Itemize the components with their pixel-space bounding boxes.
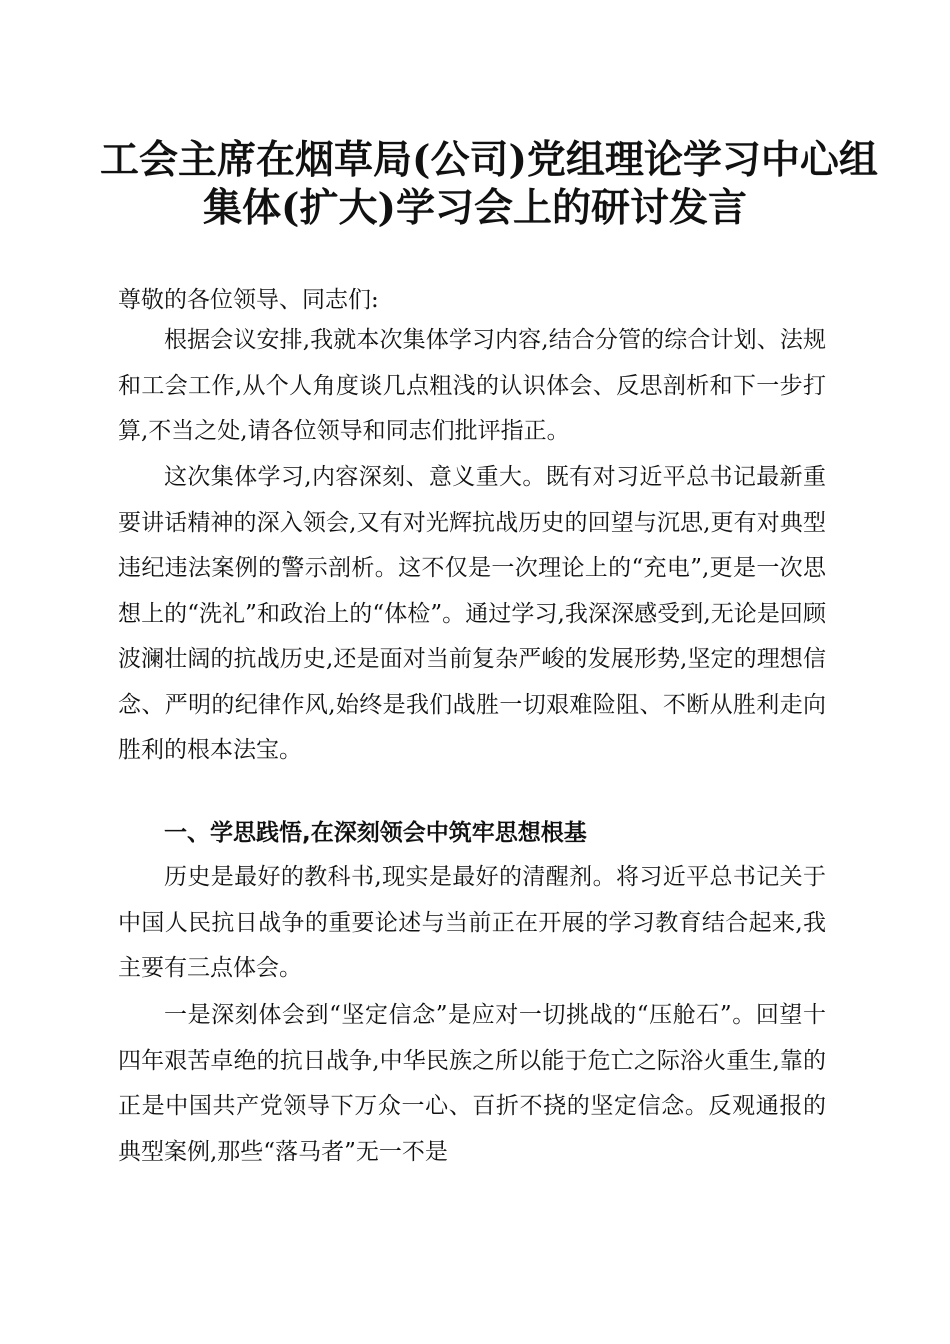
- document-title-line-1: 工会主席在烟草局(公司)党组理论学习中心组: [100, 137, 878, 183]
- paragraph-learning-summary: 这次集体学习,内容深刻、意义重大。既有对习近平总书记最新重要讲话精神的深入领会,又有对光辉抗战历史的回望与沉思,更有对典型违纪违法案例的警示剖析。这不仅是一次理论上的“充电”,更是一次思想上的“洗礼”和政治上的“体检”。通过学习,我深深感受到,无论是回顾波澜壮阔的抗战历史,还是面对当前复杂严峻的发展形势,坚定的理想信念、严明的纪律作风,始终是我们战胜一切艰难险阻、不断从胜利走向胜利的根本法宝。: [118, 464, 826, 763]
- document-title-line-2: 集体(扩大)学习会上的研讨发言: [203, 185, 747, 231]
- section-paragraph-first-point: 一是深刻体会到“坚定信念”是应对一切挑战的“压舱石”。回望十四年艰苦卓绝的抗日战争,中华民族之所以能于危亡之际浴火重生,靠的正是中国共产党领导下万众一心、百折不挠的坚定信念。反观通报的典型案例,那些“落马者”无一不是: [118, 1002, 826, 1165]
- section-paragraph-history: 历史是最好的教科书,现实是最好的清醒剂。将习近平总书记关于中国人民抗日战争的重要论述与当前正在开展的学习教育结合起来,我主要有三点体会。: [118, 864, 826, 981]
- section-heading: 一、学思践悟,在深刻领会中筑牢思想根基: [164, 820, 587, 846]
- salutation: 尊敬的各位领导、同志们:: [118, 287, 379, 313]
- paragraph-intro: 根据会议安排,我就本次集体学习内容,结合分管的综合计划、法规和工会工作,从个人角度谈几点粗浅的认识体会、反思剖析和下一步打算,不当之处,请各位领导和同志们批评指正。: [118, 327, 826, 444]
